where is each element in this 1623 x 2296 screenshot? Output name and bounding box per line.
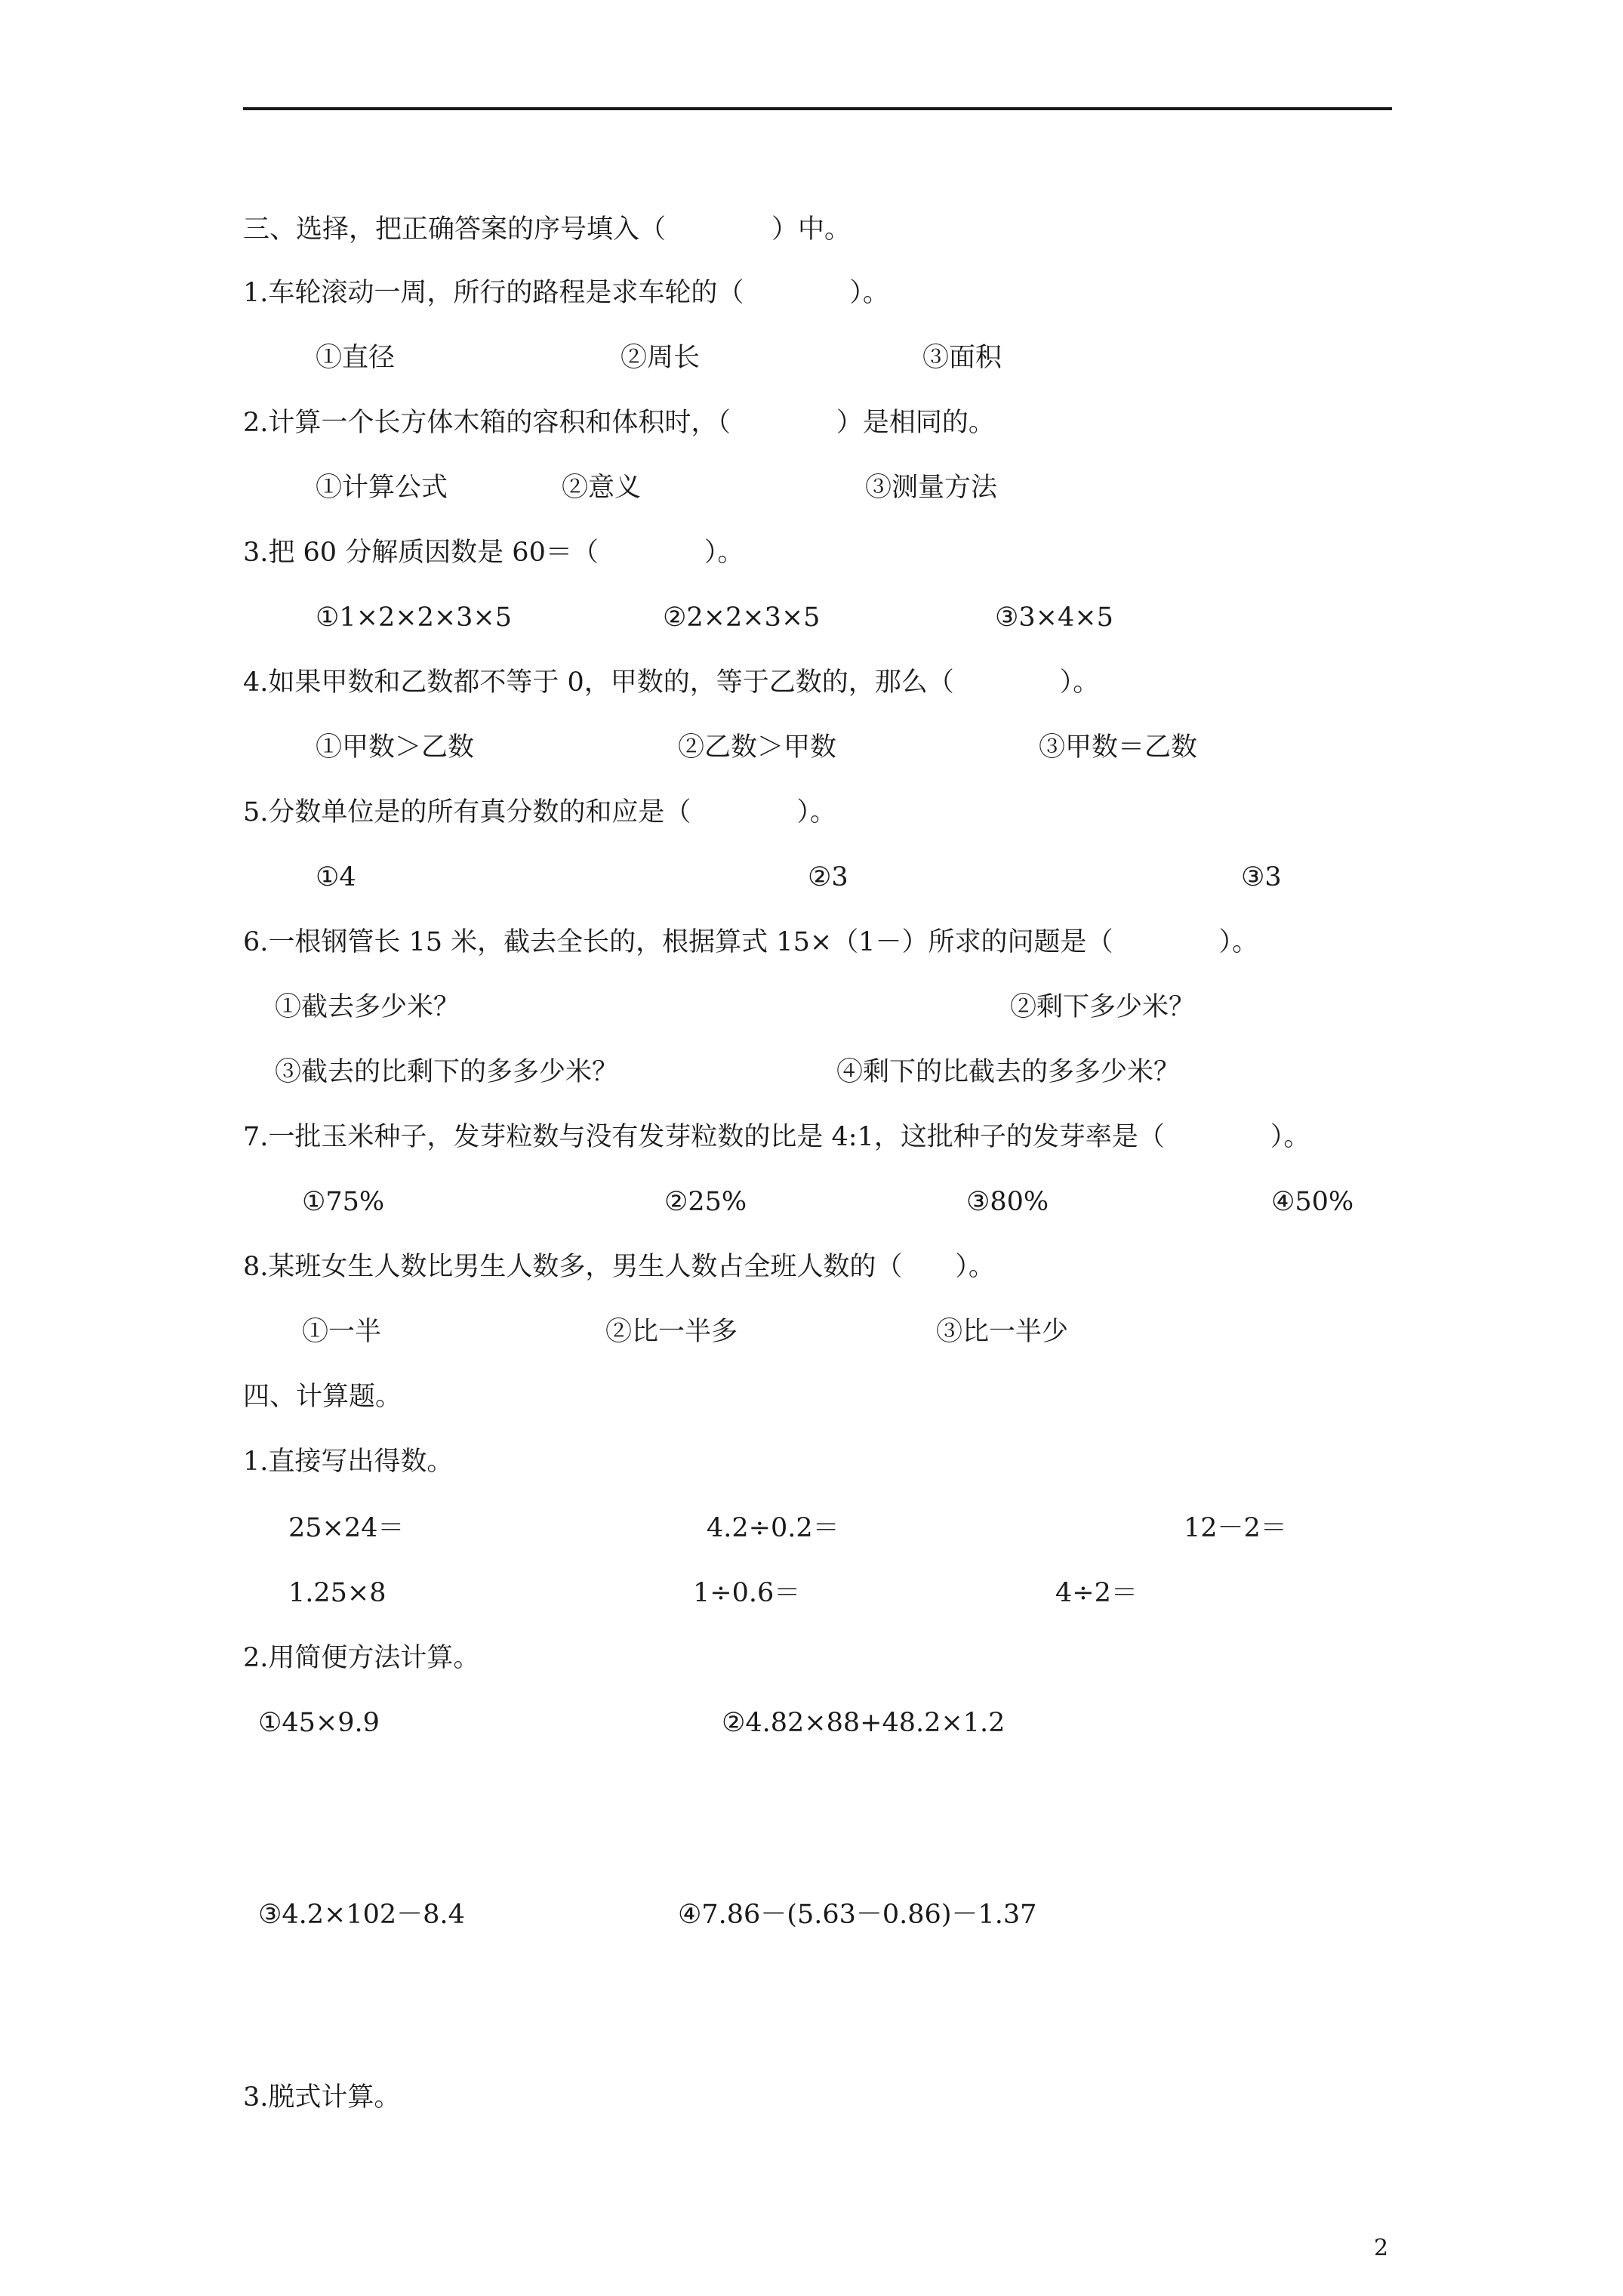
q7-option-2: ②25% xyxy=(664,1187,747,1217)
q8-stem: 8.某班女生人数比男生人数多，男生人数占全班人数的（ ）。 xyxy=(243,1252,995,1282)
q8-option-1: ①一半 xyxy=(302,1317,382,1347)
page-number: 2 xyxy=(1374,2235,1389,2261)
header-rule xyxy=(243,107,1392,110)
part-1-title: 1.直接写出得数。 xyxy=(243,1447,454,1477)
q8-option-2: ②比一半多 xyxy=(605,1317,738,1347)
simplify-calc-1: ①45×9.9 xyxy=(258,1708,380,1738)
q3-option-1: ①1×2×2×3×5 xyxy=(316,603,513,633)
q7-option-3: ③80% xyxy=(966,1187,1049,1217)
part-3-title: 3.脱式计算。 xyxy=(243,2082,401,2113)
q7-option-1: ①75% xyxy=(302,1187,385,1217)
q8-option-3: ③比一半少 xyxy=(936,1317,1069,1347)
mental-calc-2: 4.2÷0.2＝ xyxy=(707,1513,839,1543)
q5-option-3: ③3 xyxy=(1241,862,1282,892)
q3-stem: 3.把 60 分解质因数是 60＝（ ）。 xyxy=(243,538,744,568)
section-3-title: 三、选择，把正确答案的序号填入（ ）中。 xyxy=(243,214,852,245)
q4-option-1: ①甲数＞乙数 xyxy=(316,732,475,763)
q7-stem: 7.一批玉米种子，发芽粒数与没有发芽粒数的比是 4:1，这批种子的发芽率是（ ）。 xyxy=(243,1122,1310,1152)
q7-option-4: ④50% xyxy=(1271,1187,1354,1217)
q2-option-3: ③测量方法 xyxy=(865,473,998,503)
mental-calc-1: 25×24＝ xyxy=(288,1513,405,1543)
q1-option-2: ②周长 xyxy=(621,343,701,373)
q5-option-2: ②3 xyxy=(808,862,848,892)
q1-option-3: ③面积 xyxy=(922,343,1002,373)
q4-option-2: ②乙数＞甲数 xyxy=(678,732,837,763)
q1-stem: 1.车轮滚动一周，所行的路程是求车轮的（ ）。 xyxy=(243,278,889,308)
q3-option-3: ③3×4×5 xyxy=(995,603,1113,633)
mental-calc-5: 1÷0.6＝ xyxy=(693,1578,801,1608)
q6-option-2: ②剩下多少米？ xyxy=(1010,992,1196,1022)
mental-calc-3: 12－2＝ xyxy=(1184,1513,1287,1543)
mental-calc-6: 4÷2＝ xyxy=(1055,1578,1138,1608)
q6-option-1: ①截去多少米？ xyxy=(275,992,460,1022)
q3-option-2: ②2×2×3×5 xyxy=(663,603,821,633)
q2-stem: 2.计算一个长方体木箱的容积和体积时，（ ）是相同的。 xyxy=(243,408,995,438)
part-2-title: 2.用简便方法计算。 xyxy=(243,1643,480,1673)
q5-option-1: ①4 xyxy=(316,862,356,892)
q4-option-3: ③甲数＝乙数 xyxy=(1039,732,1198,763)
q1-option-1: ①直径 xyxy=(316,343,396,373)
q4-stem: 4.如果甲数和乙数都不等于 0，甲数的，等于乙数的，那么（ ）。 xyxy=(243,667,1100,698)
q6-stem: 6.一根钢管长 15 米，截去全长的，根据算式 15×（1－）所求的问题是（ ）。 xyxy=(243,927,1258,957)
mental-calc-4: 1.25×8 xyxy=(288,1578,387,1608)
q6-option-3: ③截去的比剩下的多多少米？ xyxy=(275,1057,619,1087)
q6-option-4: ④剩下的比截去的多多少米？ xyxy=(836,1057,1181,1087)
section-4-title: 四、计算题。 xyxy=(243,1382,402,1412)
simplify-calc-2: ②4.82×88+48.2×1.2 xyxy=(722,1708,1006,1738)
q5-stem: 5.分数单位是的所有真分数的和应是（ ）。 xyxy=(243,797,836,827)
simplify-calc-4: ④7.86－(5.63－0.86)－1.37 xyxy=(678,1900,1037,1930)
q2-option-1: ①计算公式 xyxy=(316,473,448,503)
simplify-calc-3: ③4.2×102－8.4 xyxy=(258,1900,465,1930)
q2-option-2: ②意义 xyxy=(562,473,642,503)
